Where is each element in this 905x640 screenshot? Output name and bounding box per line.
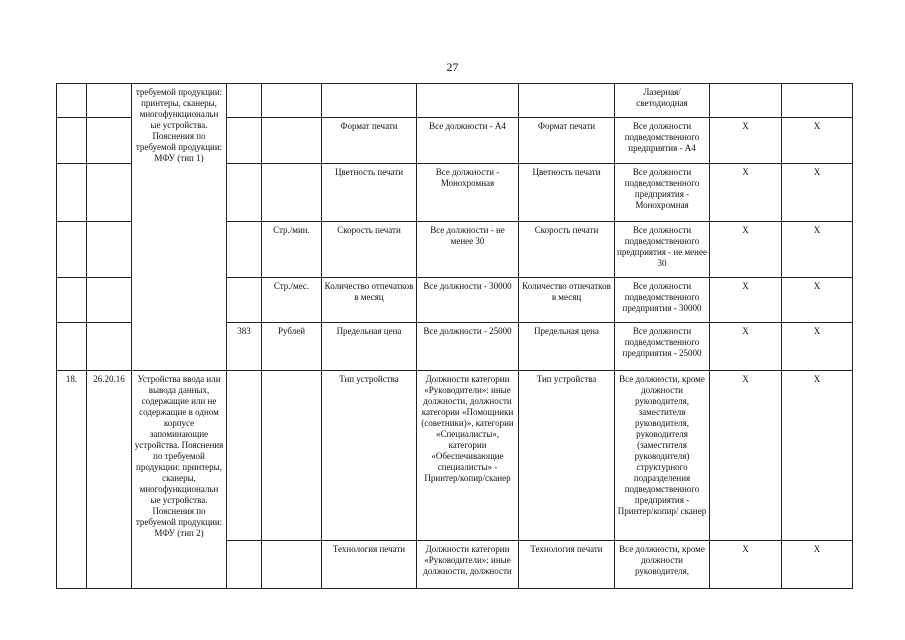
page-number: 27 bbox=[446, 60, 459, 74]
characteristic-cell: Тип устройства bbox=[322, 371, 417, 541]
unit-code-cell: 383 bbox=[227, 323, 262, 371]
mark-cell: X bbox=[710, 541, 782, 589]
unit-cell: Стр./мин. bbox=[262, 222, 322, 278]
value2-cell: Все должности подведомственного предприятия - Монохромная bbox=[615, 164, 710, 222]
characteristic-cell: Цветность печати bbox=[322, 164, 417, 222]
item-number-cell: 18. bbox=[57, 371, 87, 589]
characteristic-cell: Технология печати bbox=[322, 541, 417, 589]
num-cell bbox=[57, 84, 87, 118]
value-cell: Все должности - Монохромная bbox=[417, 164, 519, 222]
characteristic2-cell: Тип устройства bbox=[519, 371, 615, 541]
unit-code-cell bbox=[227, 118, 262, 164]
mark-cell: X bbox=[782, 541, 853, 589]
value2-cell: Все должности, кроме должности руководителя, заместителя руководителя, руководителя (заместителя руководителя) структурного подразделения подведомственного предприятия - Принтер/копир/ сканер bbox=[615, 371, 710, 541]
code-cell bbox=[87, 84, 132, 118]
code-cell bbox=[87, 278, 132, 323]
unit-code-cell bbox=[227, 371, 262, 541]
value-cell bbox=[417, 84, 519, 118]
value-cell: Все должности - не менее 30 bbox=[417, 222, 519, 278]
value-cell: Должности категории «Руководители»: иные должности, должности категории «Помощники (советники)», категории «Специалисты», категории «Обеспечивающие специалисты» - Принтер/копир/сканер bbox=[417, 371, 519, 541]
mark-cell: X bbox=[782, 371, 853, 541]
mark-cell bbox=[782, 84, 853, 118]
table-row bbox=[57, 84, 853, 118]
requirements-table bbox=[56, 83, 852, 588]
characteristic2-cell: Количество отпечатков в месяц bbox=[519, 278, 615, 323]
value2-cell: Все должности подведомственного предприятия - 30000 bbox=[615, 278, 710, 323]
characteristic2-cell: Скорость печати bbox=[519, 222, 615, 278]
mark-cell: X bbox=[710, 278, 782, 323]
value2-cell: Все должности подведомственного предприятия - 25000 bbox=[615, 323, 710, 371]
mark-cell: X bbox=[710, 164, 782, 222]
num-cell bbox=[57, 323, 87, 371]
characteristic-cell bbox=[322, 84, 417, 118]
unit-cell: Стр./мес. bbox=[262, 278, 322, 323]
unit-code-cell bbox=[227, 164, 262, 222]
unit-cell bbox=[262, 371, 322, 541]
characteristic2-cell: Формат печати bbox=[519, 118, 615, 164]
mark-cell: X bbox=[782, 118, 853, 164]
code-cell bbox=[87, 118, 132, 164]
mark-cell: X bbox=[782, 164, 853, 222]
value-cell: Все должности - А4 bbox=[417, 118, 519, 164]
characteristic-cell: Скорость печати bbox=[322, 222, 417, 278]
description-cell: требуемой продукции: принтеры, сканеры, многофункциональн ые устройства. Пояснения по требуемой продукции: МФУ (тип 1) bbox=[132, 84, 227, 371]
num-cell bbox=[57, 278, 87, 323]
mark-cell: X bbox=[782, 222, 853, 278]
value2-cell: Все должности подведомственного предприятия - не менее 30 bbox=[615, 222, 710, 278]
mark-cell: X bbox=[782, 278, 853, 323]
characteristic-cell: Количество отпечатков в месяц bbox=[322, 278, 417, 323]
num-cell bbox=[57, 118, 87, 164]
unit-code-cell bbox=[227, 84, 262, 118]
mark-cell bbox=[710, 84, 782, 118]
unit-cell bbox=[262, 164, 322, 222]
unit-cell bbox=[262, 84, 322, 118]
characteristic-cell: Предельная цена bbox=[322, 323, 417, 371]
num-cell bbox=[57, 222, 87, 278]
mark-cell: X bbox=[710, 222, 782, 278]
value2-cell: Все должности подведомственного предприятия - А4 bbox=[615, 118, 710, 164]
mark-cell: X bbox=[710, 323, 782, 371]
characteristic2-cell bbox=[519, 84, 615, 118]
unit-code-cell bbox=[227, 222, 262, 278]
table-row bbox=[57, 371, 853, 541]
code-cell bbox=[87, 323, 132, 371]
unit-code-cell bbox=[227, 278, 262, 323]
characteristic-cell: Формат печати bbox=[322, 118, 417, 164]
characteristic2-cell: Технология печати bbox=[519, 541, 615, 589]
code-cell bbox=[87, 164, 132, 222]
mark-cell: X bbox=[710, 371, 782, 541]
unit-cell bbox=[262, 118, 322, 164]
mark-cell: X bbox=[710, 118, 782, 164]
value-cell: Все должности - 30000 bbox=[417, 278, 519, 323]
value-cell: Все должности - 25000 bbox=[417, 323, 519, 371]
characteristic2-cell: Цветность печати bbox=[519, 164, 615, 222]
num-cell bbox=[57, 164, 87, 222]
characteristic2-cell: Предельная цена bbox=[519, 323, 615, 371]
value2-cell: Лазерная/ светодиодная bbox=[615, 84, 710, 118]
okpd-code-cell: 26.20.16 bbox=[87, 371, 132, 589]
value2-cell: Все должности, кроме должности руководителя, bbox=[615, 541, 710, 589]
code-cell bbox=[87, 222, 132, 278]
unit-code-cell bbox=[227, 541, 262, 589]
unit-cell: Рублей bbox=[262, 323, 322, 371]
description-cell: Устройства ввода или вывода данных, содержащие или не содержащие в одном корпусе запоминающие устройства. Пояснения по требуемой продукции: принтеры, сканеры, многофункциональн ые устройства. Пояснения по требуемой продукции: МФУ (тип 2) bbox=[132, 371, 227, 589]
value-cell: Должности категории «Руководители»: иные должности, должности bbox=[417, 541, 519, 589]
unit-cell bbox=[262, 541, 322, 589]
mark-cell: X bbox=[782, 323, 853, 371]
